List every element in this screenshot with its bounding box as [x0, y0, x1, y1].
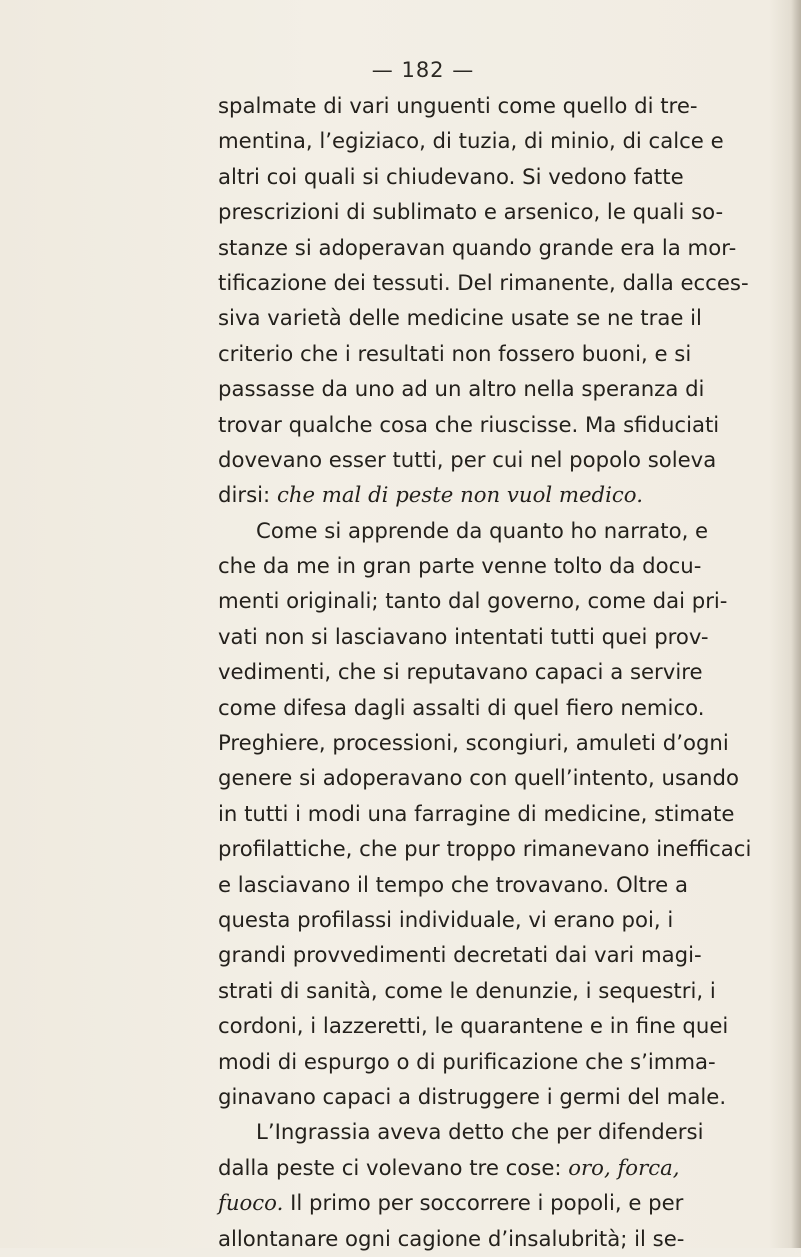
text-line: L’Ingrassia aveva detto che per difendersi — [256, 1120, 704, 1146]
text-span: Il primo per soccorrere i popoli, e per — [283, 1191, 684, 1217]
italic-text: oro, forca, — [568, 1155, 680, 1181]
text-span: dirsi: — [218, 483, 277, 509]
text-line: tificazione dei tessuti. Del rimanente, dalla ecces- — [218, 270, 749, 296]
italic-text: che mal di peste non vuol medico. — [276, 483, 643, 509]
text-line: spalmate di vari unguenti come quello di tre- — [218, 94, 698, 119]
italic-text: fuoco. — [218, 1191, 284, 1217]
text-line: grandi provvedimenti decretati dai vari magi- — [218, 943, 702, 969]
text-line: stanze si adoperavan quando grande era la mor- — [218, 235, 737, 261]
text-line: criterio che i resultati non fossero buoni, e si — [218, 341, 692, 367]
text-span: dalla peste ci volevano tre cose: — [218, 1155, 569, 1181]
text-line: strati di sanità, come le denunzie, i sequestri, i — [218, 978, 716, 1004]
text-line: menti originali; tanto dal governo, come dai pri- — [218, 589, 728, 615]
text-line: modi di espurgo o di purificazione che s’imma- — [218, 1049, 716, 1075]
text-line — [218, 1151, 801, 1186]
text-line: trovar qualche cosa che riuscisse. Ma sfiduciati — [218, 412, 720, 438]
text-line: altri coi quali si chiudevano. Si vedono fatte — [218, 164, 684, 190]
text-line: ginavano capaci a distruggere i germi del male. — [218, 1084, 727, 1110]
text-line: vati non si lasciavano intentati tutti quei prov- — [218, 624, 709, 650]
page-number: — 182 — — [371, 58, 475, 82]
text-line: e lasciavano il tempo che trovavano. Oltre a — [218, 872, 688, 898]
text-line: vedimenti, che si reputavano capaci a servire — [218, 660, 703, 686]
text-line: genere si adoperavano con quell’intento, usando — [218, 766, 739, 792]
text-line: questa profilassi individuale, vi erano poi, i — [218, 907, 674, 933]
text-line: in tutti i modi una farragine di medicine, stimate — [218, 801, 735, 827]
text-line: profilattiche, che pur troppo rimanevano inefficaci — [218, 837, 752, 863]
text-line: allontanare ogni cagione d’insalubrità; il se- — [218, 1226, 685, 1252]
text-line: Come si apprende da quanto ho narrato, e — [256, 518, 709, 544]
text-line: mentina, l’egiziaco, di tuzia, di minio, di calce e — [218, 129, 724, 155]
text-line: siva varietà delle medicine usate se ne trae il — [218, 306, 702, 332]
text-line — [218, 478, 801, 513]
text-line: come difesa dagli assalti di quel fiero nemico. — [218, 695, 705, 721]
text-line — [218, 1186, 801, 1221]
text-line: cordoni, i lazzeretti, le quarantene e in fine quei — [218, 1014, 729, 1040]
text-line: che da me in gran parte venne tolto da docu- — [218, 554, 702, 580]
body-text — [218, 89, 801, 1257]
text-line: passasse da uno ad un altro nella speranza di — [218, 377, 705, 403]
text-line: dovevano esser tutti, per cui nel popolo soleva — [218, 447, 717, 473]
text-line: prescrizioni di sublimato e arsenico, le quali so- — [218, 200, 724, 226]
text-line: Preghiere, processioni, scongiuri, amuleti d’ogni — [218, 731, 729, 757]
